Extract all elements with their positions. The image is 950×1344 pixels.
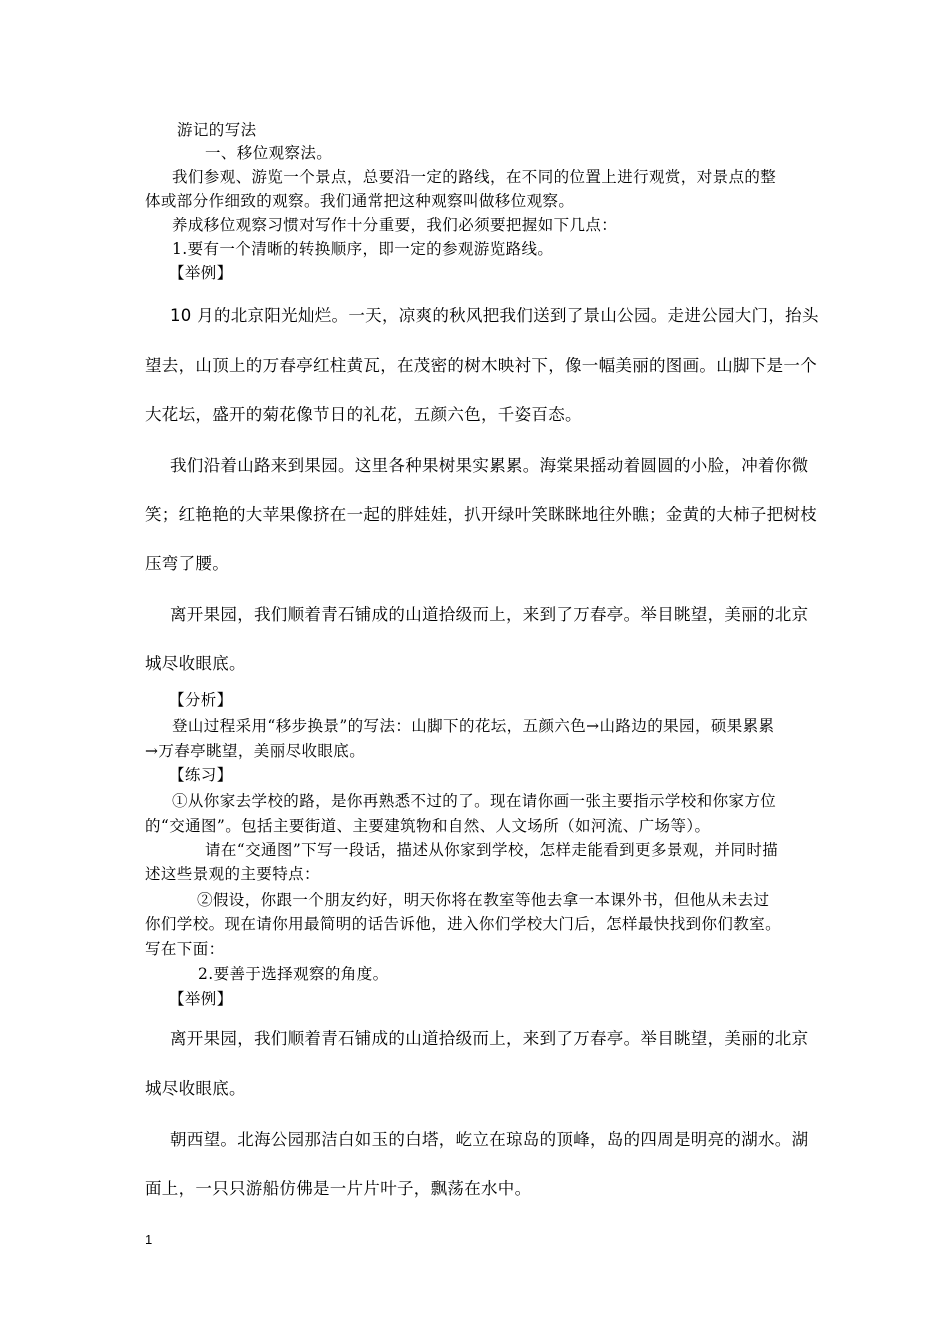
example1-para2-line2: 笑；红艳艳的大苹果像挤在一起的胖娃娃，扒开绿叶笑眯眯地往外瞧；金黄的大柿子把树枝 <box>145 505 817 524</box>
example2-para1-line2: 城尽收眼底。 <box>145 1079 246 1098</box>
example1-para1-line3: 大花坛，盛开的菊花像节日的礼花，五颜六色，千姿百态。 <box>145 405 582 424</box>
point-1: 1.要有一个清晰的转换顺序，即一定的参观游览路线。 <box>172 240 554 258</box>
doc-title: 游记的写法 <box>177 121 257 139</box>
example2-para1-line1: 离开果园，我们顺着青石铺成的山道拾级而上，来到了万春亭。举目眺望，美丽的北京 <box>170 1029 809 1048</box>
example2-para2-line1: 朝西望。北海公园那洁白如玉的白塔，屹立在琼岛的顶峰，岛的四周是明亮的湖水。湖 <box>170 1130 809 1149</box>
page-number: 1 <box>145 1232 153 1247</box>
example1-para2-line1: 我们沿着山路来到果园。这里各种果树果实累累。海棠果摇动着圆圆的小脸，冲着你微 <box>170 456 809 475</box>
analysis-line-2: →万春亭眺望，美丽尽收眼底。 <box>145 742 366 760</box>
example1-para1-line2: 望去，山顶上的万春亭红柱黄瓦，在茂密的树木映衬下，像一幅美丽的图画。山脚下是一个 <box>145 356 817 375</box>
example1-para3-line2: 城尽收眼底。 <box>145 654 246 673</box>
intro-line-2: 体或部分作细致的观察。我们通常把这种观察叫做移位观察。 <box>145 192 575 210</box>
practice1-line1: ①从你家去学校的路，是你再熟悉不过的了。现在请你画一张主要指示学校和你家方位 <box>172 792 777 810</box>
intro-line-3: 养成移位观察习惯对写作十分重要，我们必须要把握如下几点： <box>172 216 618 234</box>
practice2-line3: 写在下面： <box>145 940 225 958</box>
example2-para2-line2: 面上，一只只游船仿佛是一片片叶子，飘荡在水中。 <box>145 1179 532 1198</box>
practice2-line2: 你们学校。现在请你用最简明的话告诉他，进入你们学校大门后，怎样最快找到你们教室。 <box>145 915 782 933</box>
example1-para1-line1: 10 月的北京阳光灿烂。一天，凉爽的秋风把我们送到了景山公园。走进公园大门，抬头 <box>170 306 819 325</box>
analysis-label: 【分析】 <box>169 691 233 709</box>
analysis-line-1: 登山过程采用“移步换景”的写法：山脚下的花坛，五颜六色→山路边的果园，硕果累累 <box>172 717 775 735</box>
point-2: 2.要善于选择观察的角度。 <box>198 965 389 983</box>
example1-para3-line1: 离开果园，我们顺着青石铺成的山道拾级而上，来到了万春亭。举目眺望，美丽的北京 <box>170 605 809 624</box>
section-heading-1: 一、移位观察法。 <box>205 144 333 162</box>
example-label-2: 【举例】 <box>169 990 233 1008</box>
practice1-line4: 述这些景观的主要特点： <box>145 865 320 883</box>
practice1-line2: 的“交通图”。包括主要街道、主要建筑物和自然、人文场所（如河流、广场等）。 <box>145 817 711 835</box>
practice2-line1: ②假设，你跟一个朋友约好，明天你将在教室等他去拿一本课外书，但他从未去过 <box>197 891 770 909</box>
practice-label: 【练习】 <box>169 766 233 784</box>
example-label-1: 【举例】 <box>169 264 233 282</box>
practice1-line3: 请在“交通图”下写一段话，描述从你家到学校，怎样走能看到更多景观，并同时描 <box>205 841 779 859</box>
example1-para2-line3: 压弯了腰。 <box>145 554 229 573</box>
intro-line-1: 我们参观、游览一个景点，总要沿一定的路线，在不同的位置上进行观赏，对景点的整 <box>172 168 777 186</box>
